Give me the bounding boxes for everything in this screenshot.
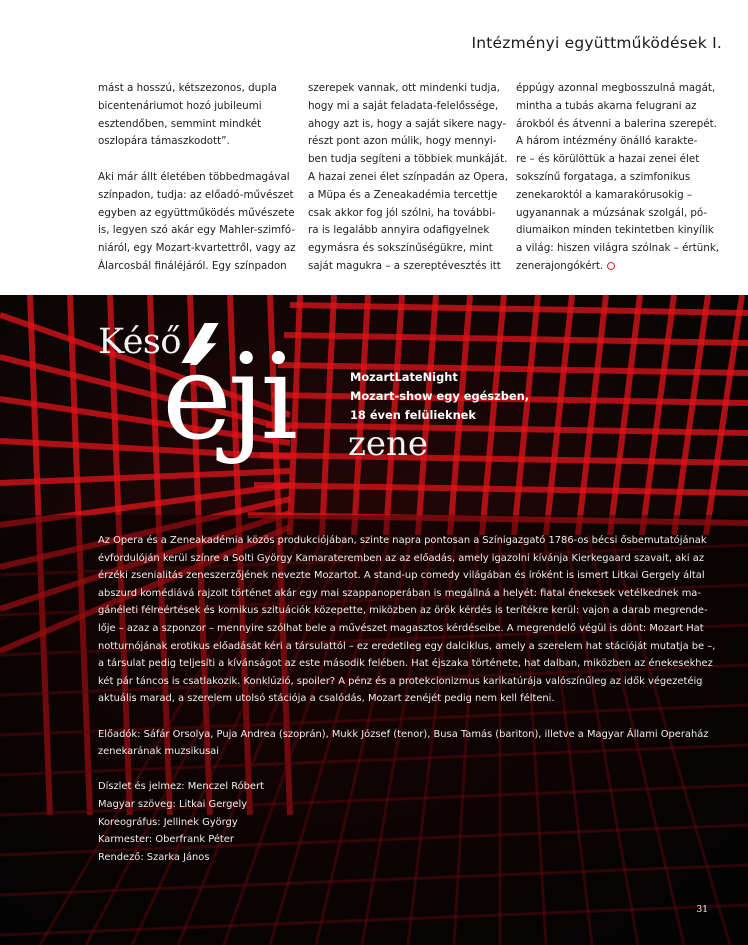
paragraph: Aki már állt életében többedmagával színpadon, tudja: az előadó-művészet egyben az együttműködés művészete is, legyen szó akár egy Mahler-szimfó- niáról, egy Mozart-kvartettről, vagy az Álarcosbál fináléjáról. Egy színpadon <box>98 170 296 272</box>
credit-line: Magyar szöveg: Litkai Gergely <box>98 798 248 810</box>
text-line: gánéleti félreértések és komikus szituációk közepette, miközben az örök kérdés is terítékre kerül: vajon a darab megrende- <box>98 605 708 617</box>
credit-line: Díszlet és jelmez: Menczel Róbert <box>98 781 264 793</box>
text-column-2 <box>308 80 514 276</box>
text-line: Az Opera és a Zeneakadémia közös produkciójában, szinte napra pontosan a Színigazgató 1786-os bécsi ősbemutatójának <box>98 535 707 546</box>
credit-line: Rendező: Szarka János <box>98 851 210 863</box>
credits-list <box>98 778 716 866</box>
subtitle-line: Mozart-show egy egészben, <box>350 389 530 403</box>
section-title: Intézményi együttműködések I. <box>471 34 722 52</box>
text-column-1 <box>98 80 304 276</box>
title-word-zene: zene <box>348 424 429 464</box>
subtitle-line: 18 éven felülieknek <box>350 408 476 422</box>
paragraph <box>516 80 722 276</box>
text-line: aktuális marad, a szerelem utolsó stációja a csalódás, Mozart zenéjét pedig nem kell félteni. <box>98 693 555 705</box>
end-of-article-icon <box>607 262 615 270</box>
credit-line: Koreográfus: Jellinek György <box>98 816 238 828</box>
text-column-3 <box>516 80 722 276</box>
performers-paragraph <box>98 726 716 761</box>
subtitle-line: MozartLateNight <box>350 370 458 384</box>
text-line: évfordulóján kerül színre a Solti György Kamarateremben az az előadás, amely igazolni kívánja Kierkegaard szavait, aki az <box>98 552 705 564</box>
paragraph: mást a hosszú, kétszezonos, dupla bicentenáriumot hozó jubileumi esztendőben, semmint mindkét oszlopára támaszkodott”. <box>98 82 277 148</box>
text-line: két pár táncos is csatlakozik. Konklúzió, spoiler? A pénz és a protekcionizmus karikatúrája valószínűleg az idők végezetéig <box>98 675 703 687</box>
text-line: notturnójának erotikus előadását kéri a társulattól – ez eredetileg egy dalciklus, amely a szerelem hat stációját mutatja be –, <box>98 640 716 652</box>
paragraph-text: éppúgy azonnal megbosszulná magát, mintha a tubás akarna felugrani az árokból és átvenni a balerina szerepét. A három intézmény önálló karakte- re – és körülöttük a hazai zenei élet sokszínű forgataga, a szimfonikus zenekaroktól a kamarakórusokig – ugyanannak a múzsának szolgál, pó- diumaikon minden tekintetben kinyílik a világ: hiszen világra szólnak – értünk, zenerajongókért. <box>516 82 720 272</box>
text-line: lője – azaz a szponzor – mennyire szólhat bele a művészet magasztos kérdéseibe. A megrendelő végül is dönt: Mozart Hat <box>98 622 704 634</box>
feature-subtitle <box>350 368 590 425</box>
text-line: zenekarának muzsikusai <box>98 746 220 758</box>
title-word-eji: éji <box>162 328 295 466</box>
title-word-keso: Késő <box>98 322 181 362</box>
text-line: a társulat pedig teljesíti a kívánságot az este második felében. Hat éjszaka története, hat dalban, miközben az énekesekhez <box>98 658 713 670</box>
page-number: 31 <box>696 905 708 915</box>
paragraph: szerepek vannak, ott mindenki tudja, hogy mi a saját feladata-felelőssége, ahogy azt is, hogy a saját sikere nagy- részt pont azon múlik, hogy mennyi- ben tudja segíteni a többiek munkáját. A hazai zenei élet színpadán az Opera, a Müpa és a Zeneakadémia tercettje csak akkor fog jól szólni, ha további- ra is legalább annyira odafigyelnek egymásra és sokszínűségükre, mint saját magukra – a szereptévesztés itt <box>308 82 509 272</box>
text-line: érzéki zsenialitás zeneszerzőjének nevezte Mozartot. A stand-up comedy világában és íróként is ismert Litkai Gergely által <box>98 570 705 582</box>
text-line: Előadók: Sáfár Orsolya, Puja Andrea (szoprán), Mukk József (tenor), Busa Tamás (bariton), illetve a Magyar Állami Operaház <box>98 728 709 740</box>
intro-paragraph <box>98 532 716 708</box>
text-line: abszurd komédiává rajzolt történet akár egy mai szappanoperában is megállná a helyét: fiatal énekesek vetélkednek ma- <box>98 587 701 599</box>
credit-line: Karmester: Oberfrank Péter <box>98 834 234 846</box>
feature-body <box>98 532 716 866</box>
